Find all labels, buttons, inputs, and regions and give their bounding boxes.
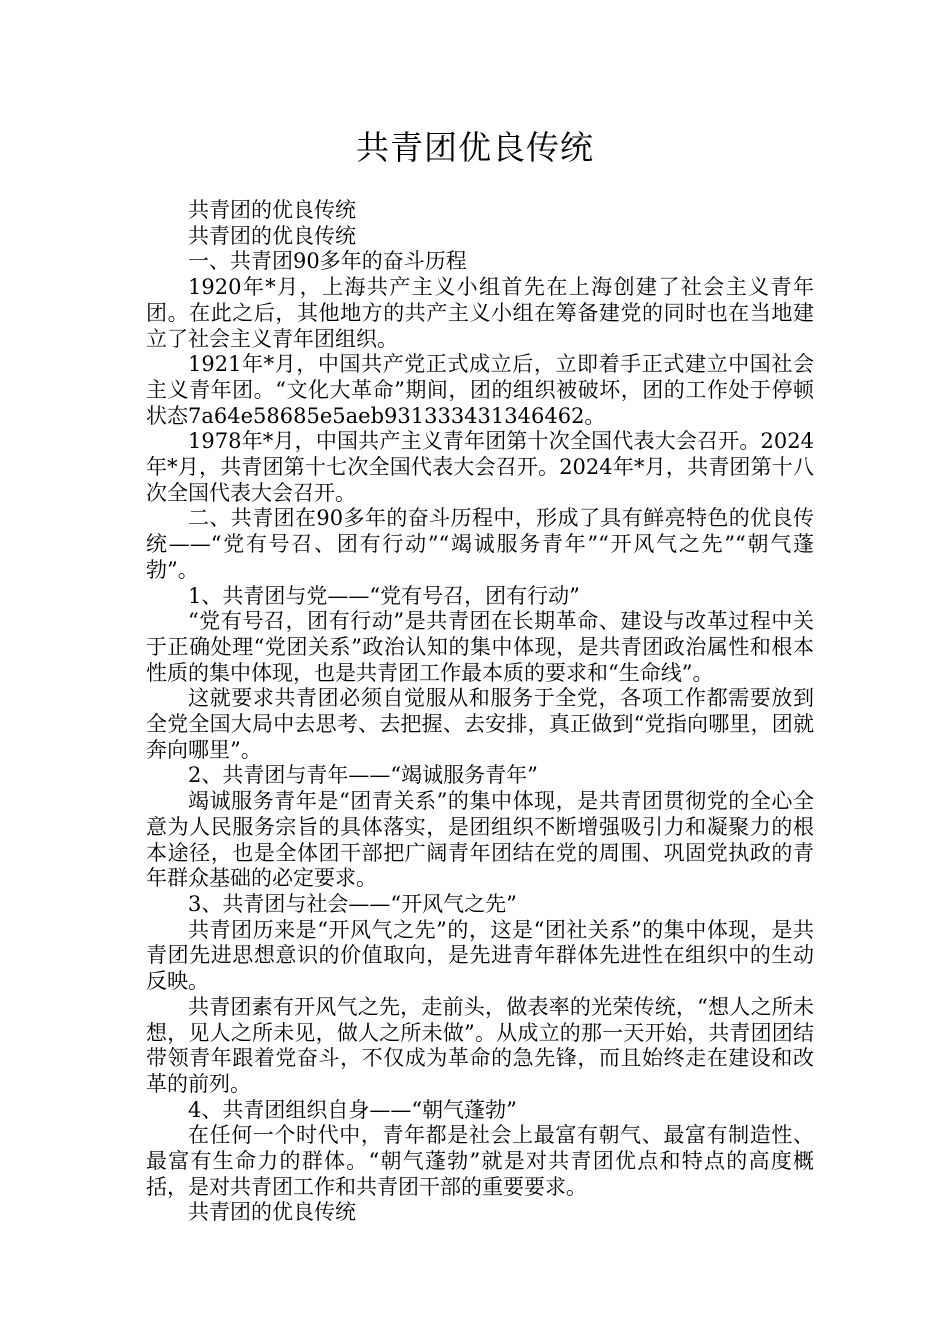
subsection-heading: 2、共青团与青年——“竭诚服务青年” — [188, 763, 538, 788]
section-heading: 二、共青团在90多年的奋斗历程中，形成了具有鲜亮特色的优良传统——“党有号召、团有行动”“竭诚服务青年”“开风气之先”“朝气蓬勃”。 — [146, 506, 814, 582]
paragraph: 1921年*月，中国共产党正式成立后，立即着手正式建立中国社会主义青年团。“文化大革命”期间，团的组织被破坏，团的工作处于停顿状态7a64e58685e5aeb931333431346462。 — [146, 352, 814, 428]
document-title: 共青团优良传统 — [356, 128, 594, 167]
paragraph: 1920年*月，上海共产主义小组首先在上海创建了社会主义青年团。在此之后，其他地方的共产主义小组在筹备建党的同时也在当地建立了社会主义青年团组织。 — [146, 275, 814, 351]
paragraph: 共青团素有开风气之先，走前头，做表率的光荣传统，“想人之所未想，见人之所未见，做人之所未做”。从成立的那一天开始，共青团团结带领青年跟着党奋斗，不仅成为革命的急先锋，而且始终走在建设和改革的前列。 — [146, 994, 814, 1096]
paragraph: “党有号召，团有行动”是共青团在长期革命、建设与改革过程中关于正确处理“党团关系”政治认知的集中体现，是共青团政治属性和根本性质的集中体现，也是共青团工作最本质的要求和“生命线”。 — [146, 609, 814, 685]
paragraph: 共青团历来是“开风气之先”的，这是“团社关系”的集中体现，是共青团先进思想意识的价值取向，是先进青年群体先进性在组织中的生动反映。 — [146, 917, 814, 994]
subsection-heading: 3、共青团与社会——“开风气之先” — [188, 891, 517, 916]
paragraph: 共青团的优良传统 — [188, 223, 356, 248]
paragraph: 共青团的优良传统 — [188, 1200, 356, 1225]
subsection-heading: 4、共青团组织自身——“朝气蓬勃” — [188, 1097, 517, 1122]
paragraph: 竭诚服务青年是“团青关系”的集中体现，是共青团贯彻党的全心全意为人民服务宗旨的具体落实，是团组织不断增强吸引力和凝聚力的根本途径，也是全体团干部把广阔青年团结在党的周围、巩固党执政的青年群众基础的必定要求。 — [146, 789, 814, 891]
subsection-heading: 1、共青团与党——“党有号召，团有行动” — [188, 583, 580, 608]
paragraph: 在任何一个时代中，青年都是社会上最富有朝气、最富有制造性、最富有生命力的群体。“朝气蓬勃”就是对共青团优点和特点的高度概括，是对共青团工作和共青团干部的重要要求。 — [146, 1123, 814, 1199]
paragraph: 这就要求共青团必须自觉服从和服务于全党，各项工作都需要放到全党全国大局中去思考、去把握、去安排，真正做到“党指向哪里，团就奔向哪里”。 — [146, 686, 814, 762]
paragraph: 共青团的优良传统 — [188, 198, 356, 222]
document-body — [146, 198, 814, 1226]
section-heading: 一、共青团90多年的奋斗历程 — [188, 249, 467, 274]
paragraph: 1978年*月，中国共产主义青年团第十次全国代表大会召开。2024年*月，共青团第十七次全国代表大会召开。2024年*月，共青团第十八次全国代表大会召开。 — [146, 429, 814, 505]
